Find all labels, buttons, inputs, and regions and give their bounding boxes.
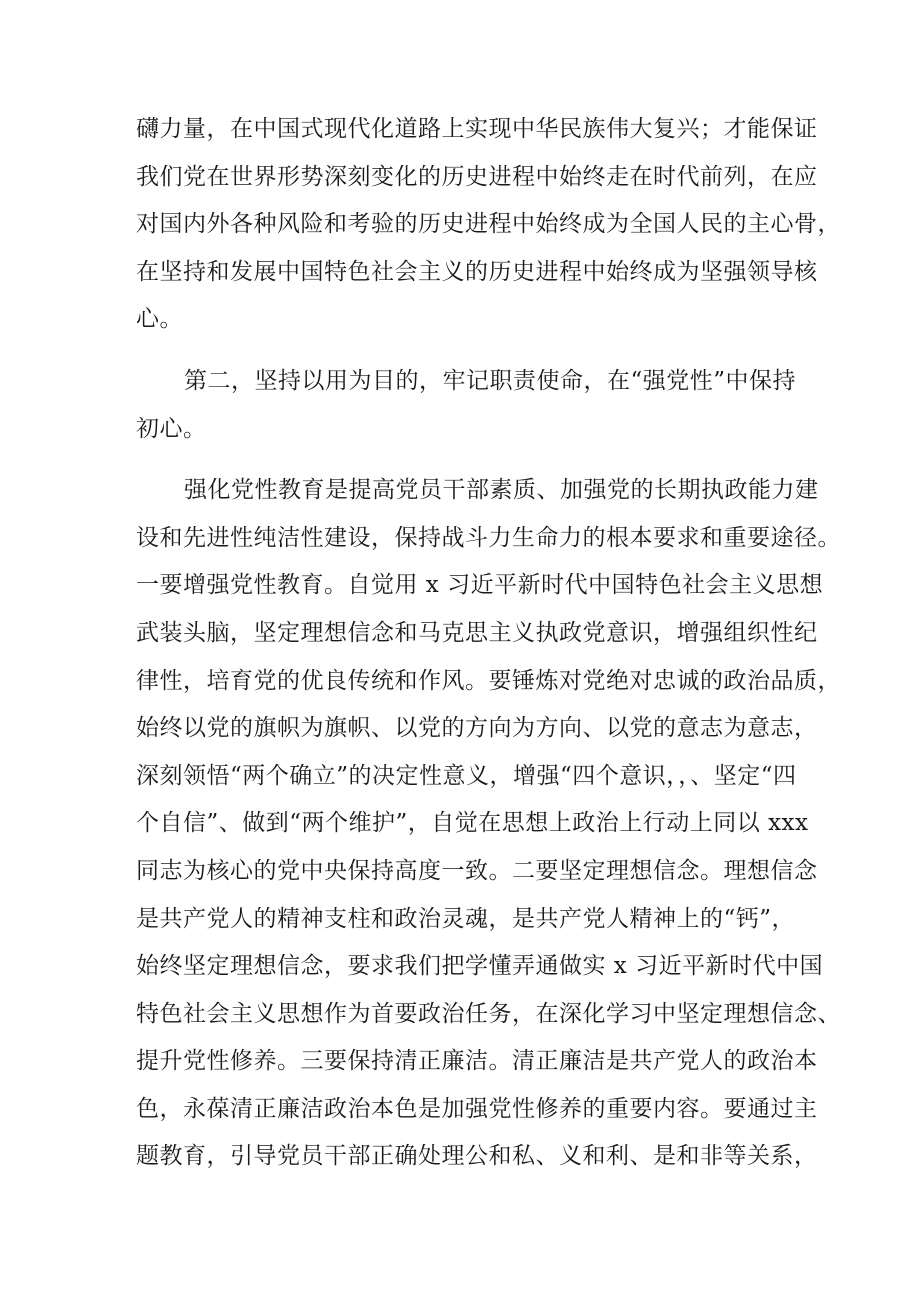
text-line: 个自信”、做到“两个维护”，自觉在思想上政治上行动上同以 xxx	[136, 810, 809, 837]
text-line: 题教育，引导党员干部正确处理公和私、义和利、是和非等关系，	[136, 1143, 818, 1170]
paragraph-1	[136, 106, 841, 344]
paragraph-3	[136, 467, 841, 1181]
text-line: 对国内外各种风险和考验的历史进程中始终成为全国人民的主心骨，	[136, 211, 841, 238]
text-line: 武装头脑，坚定理想信念和马克思主义执政党意识，增强组织性纪	[136, 619, 818, 646]
text-line: 初心。	[136, 415, 207, 442]
text-line: 礴力量，在中国式现代化道路上实现中华民族伟大复兴；才能保证	[136, 116, 818, 142]
text-line: 特色社会主义思想作为首要政治任务，在深化学习中坚定理想信念、	[136, 1000, 841, 1027]
text-line: 提升党性修养。三要保持清正廉洁。清正廉洁是共产党人的政治本	[136, 1048, 818, 1075]
text-line: 律性，培育党的优良传统和作风。要锤炼对党绝对忠诚的政治品质，	[136, 667, 841, 694]
paragraph-2	[136, 358, 797, 453]
text-line: 我们党在世界形势深刻变化的历史进程中始终走在时代前列，在应	[136, 163, 818, 190]
text-line: 始终以党的旗帜为旗帜、以党的方向为方向、以党的意志为意志，	[136, 715, 818, 742]
text-line: 在坚持和发展中国特色社会主义的历史进程中始终成为坚强领导核	[136, 258, 818, 285]
text-line: 同志为核心的党中央保持高度一致。二要坚定理想信念。理想信念	[136, 857, 818, 884]
text-line: 第二，坚持以用为目的，牢记职责使命，在“强党性”中保持	[184, 367, 797, 394]
text-line: 深刻领悟“两个确立”的决定性意义，增强“四个意识，，、坚定“四	[136, 762, 797, 789]
document-body	[136, 106, 841, 1181]
text-line: 是共产党人的精神支柱和政治灵魂，是共产党人精神上的“钙”，	[136, 905, 796, 932]
paragraph-gap	[136, 344, 786, 358]
text-line: 设和先进性纯洁性建设，保持战斗力生命力的根本要求和重要途径。	[136, 524, 841, 551]
text-line: 始终坚定理想信念，要求我们把学懂弄通做实 x 习近平新时代中国	[136, 953, 824, 980]
text-line: 一要增强党性教育。自觉用 x 习近平新时代中国特色社会主义思想	[136, 572, 824, 599]
text-line: 心。	[136, 306, 183, 333]
text-line: 强化党性教育是提高党员干部素质、加强党的长期执政能力建	[184, 477, 819, 504]
paragraph-gap	[136, 453, 786, 467]
text-line: 色，永葆清正廉洁政治本色是加强党性修养的重要内容。要通过主	[136, 1095, 818, 1122]
